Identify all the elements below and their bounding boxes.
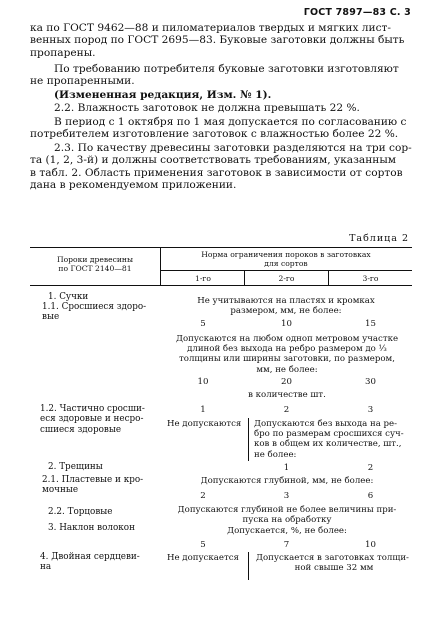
amendment-note: (Измененная редакция, Изм. № 1). [54,89,272,101]
table-header-grade-1: 1-го [195,274,211,283]
double-pith-g1: Не допускается [167,553,239,563]
header-line: для сортов [264,259,308,268]
row-label-line: еся здоровые и несро- [40,414,144,425]
row-label-line: сшиеся здоровые [40,424,122,435]
knots-note-3: в количестве шт. [248,390,326,400]
note-line: толщины или ширины заготовки, по размером, [179,354,395,365]
note-line: Допускаются без выхода на ре- [254,419,398,429]
defect-slope-of-grain: 3. Наклон волокон [48,523,135,533]
cracks-note: Допускаются глубиной, мм, не более: [200,476,374,486]
slope-value-g1: 5 [200,540,206,550]
header-line: Норма ограничения пороков в заготовках [201,250,371,259]
defect-cracks-end: 2.2. Торцовые [48,507,113,517]
partial-knots-count-g2: 1 [283,463,290,473]
paragraph-materials [30,22,416,59]
cracks-depth-g2: 3 [283,491,290,501]
text-line: в табл. 2. Область применения заготовок в зависимости от сортов [30,166,403,179]
text-line: та (1, 2, 3-й) и должны соответствовать требованиям, указанным [30,154,397,167]
table-header-grade-3: 3-го [362,274,379,283]
note-line: длиной без выхода на ребро размером до ⅓ [187,344,387,355]
table-header-defects [32,255,158,273]
table-top-rule [30,247,412,248]
knots-count-g3: 3 [367,405,374,415]
note-line: бро по размерам сросшихся суч- [254,429,404,440]
note-line: мм, не более: [256,364,318,375]
cracks-depth-g3: 6 [367,491,374,501]
row-label-line: 2.1. Пластевые и кро- [42,475,144,485]
defect-cracks-face [42,475,160,496]
text-line: не пропаренными. [30,75,135,88]
knots-size-g3: 30 [365,377,376,387]
table-header-grade-2: 2-го [278,274,295,283]
paragraph-moisture: 2.2. Влажность заготовок не должна превышать 22 %. [54,102,360,114]
note-line: размером, мм, не более: [230,306,342,317]
note-line: Допускаются глубиной не более величины при- [177,505,397,515]
knots-value-g1: 5 [200,319,206,329]
defect-knots: 1. Сучки [48,292,89,302]
partial-knots-g23 [254,419,412,460]
partial-knots-g1: Не допускаются [167,419,242,429]
note-line: пуска на обработку [242,515,332,526]
row-label-line: 4. Двойная сердцеви- [40,552,140,562]
note-line: ков в общем их количестве, шт., [254,439,402,450]
row-label-line: мочные [42,485,79,496]
table-header-norm [162,250,410,268]
text-line: дана в рекомендуемом приложении. [30,179,237,192]
paragraph-season [30,116,416,141]
table-caption: Таблица 2 [349,233,409,244]
text-line: ка по ГОСТ 9462—88 и пиломатериалов твердых и мягких лист- [30,22,391,34]
note-line: ной свыше 32 мм [294,563,374,574]
knots-note-2 [164,334,410,375]
cracks-depth-g1: 2 [200,491,206,501]
note-line: не более: [254,449,297,460]
partial-knots-count-g3: 2 [367,463,374,473]
knots-size-g1: 10 [197,377,209,387]
row-label-line: 1.2. Частично сросши- [40,404,145,414]
slope-value-g3: 10 [365,540,376,550]
text-line: 2.3. По качеству древесины заготовки разделяются на три сор- [54,142,412,154]
knots-count-g1: 1 [200,405,206,415]
slope-value-g2: 7 [283,540,290,550]
knots-note-1 [164,296,408,316]
row-label-line: вые [42,312,60,323]
defect-double-pith [40,552,160,573]
cell-divider [248,418,249,461]
text-line: По требованию потребителя буковые заготовки изготовляют [54,63,399,75]
text-line: венных пород по ГОСТ 2695—83. Буковые заготовки должны быть [30,34,405,47]
cell-divider [248,552,249,580]
double-pith-g23 [256,553,412,573]
knots-value-g3: 15 [365,319,376,329]
text-line: пропарены. [30,46,96,59]
row-label-line: 1.1. Сросшиеся здоро- [42,302,147,312]
note-line: Допускаются на любом одноп метровом участке [175,334,399,344]
row-label-line: на [40,562,52,573]
defect-knots-intergrown [42,302,160,323]
text-line: потребителем изготовление заготовок с влажностью более 22 %. [30,128,399,141]
knots-value-g2: 10 [281,319,292,329]
defect-knots-partial [40,404,162,435]
end-cracks-note [164,505,410,525]
header-line: по ГОСТ 2140—81 [58,264,132,273]
paragraph-customer-request [30,63,416,88]
paragraph-grades [30,142,416,192]
text-line: В период с 1 октября по 1 мая допускается по согласованию с [54,116,407,128]
table-head-divider [160,247,161,285]
page-header: ГОСТ 7897—83 С. 3 [303,7,411,18]
defect-cracks: 2. Трещины [48,462,103,472]
table-head-bottom-rule [30,285,412,286]
knots-size-g2: 20 [281,377,292,387]
table-group-rule [160,270,412,271]
note-line: Не учитываются на пластях и кромках [197,296,375,306]
note-line: Допускается в заготовках толщи- [256,553,409,563]
slope-note: Допускается, %, не более: [227,526,347,536]
knots-count-g2: 2 [283,405,290,415]
header-line: Пороки древесины [56,255,134,264]
